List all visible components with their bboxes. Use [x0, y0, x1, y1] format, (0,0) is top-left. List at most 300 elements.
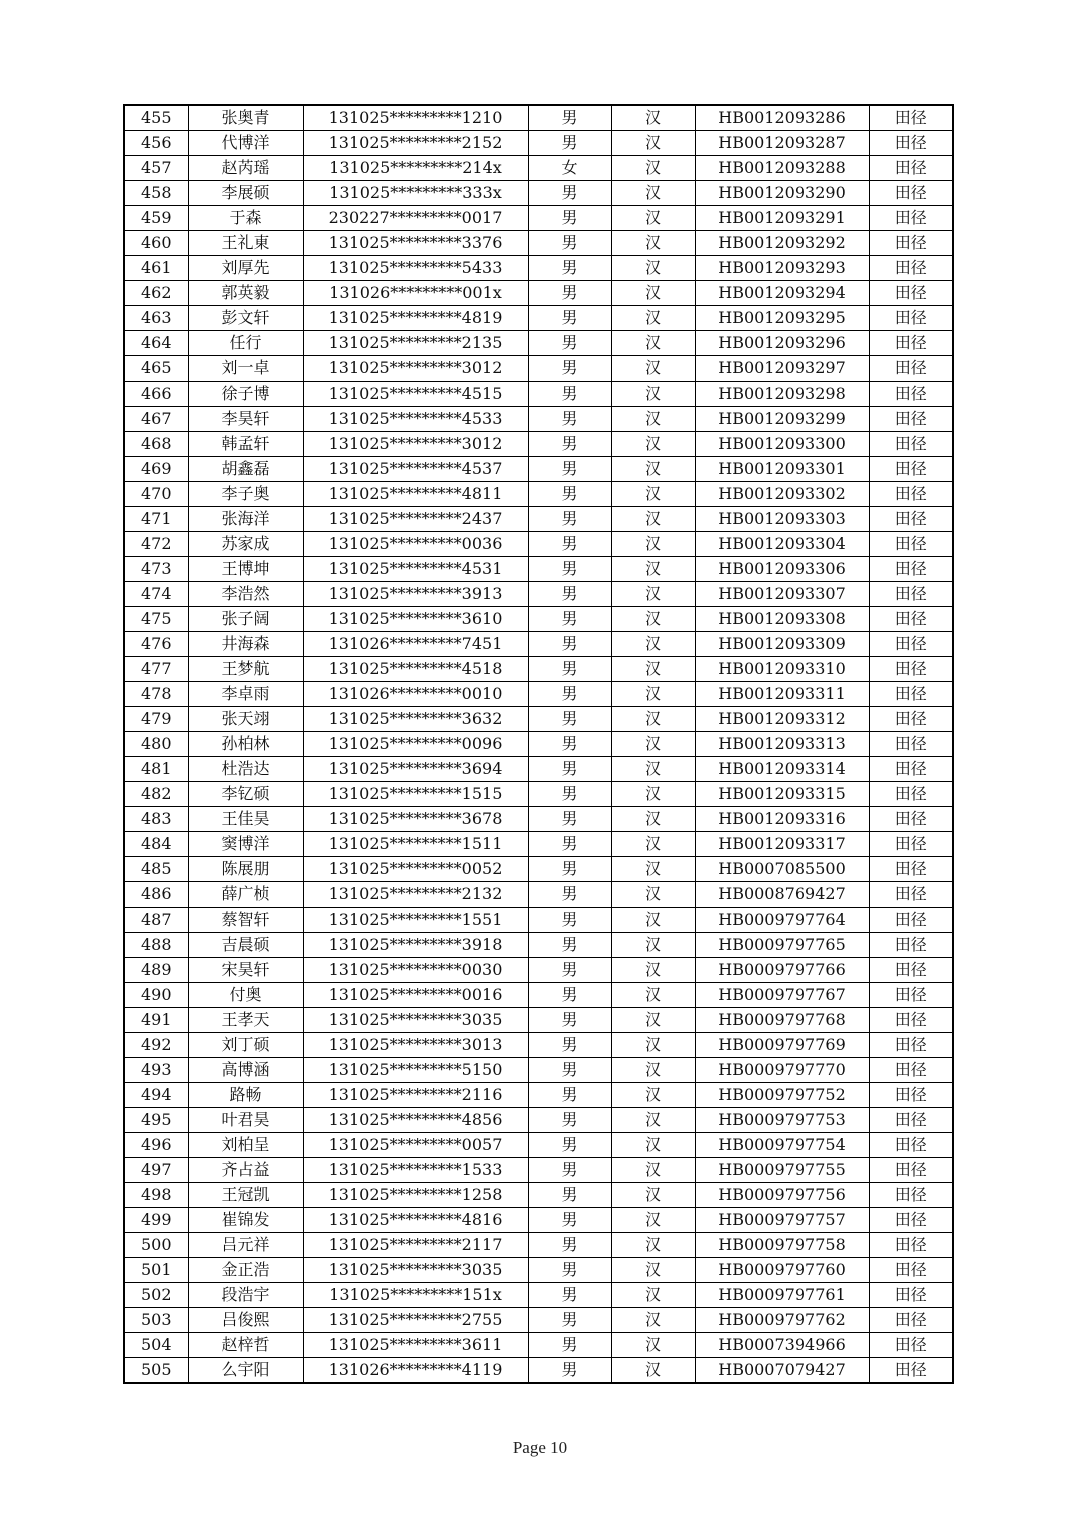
registration-number-cell: HB0012093299	[695, 406, 869, 431]
id-number-cell: 131025*********1551	[303, 907, 528, 932]
registration-number-cell: HB0012093303	[695, 506, 869, 531]
sport-cell: 田径	[869, 1333, 953, 1358]
ethnicity-cell: 汉	[611, 757, 695, 782]
gender-cell: 男	[528, 932, 611, 957]
name-cell: 崔锦发	[188, 1208, 303, 1233]
gender-cell: 男	[528, 757, 611, 782]
id-number-cell: 131025*********1515	[303, 782, 528, 807]
ethnicity-cell: 汉	[611, 1333, 695, 1358]
ethnicity-cell: 汉	[611, 982, 695, 1007]
row-number: 487	[124, 907, 188, 932]
registration-number-cell: HB0012093287	[695, 131, 869, 156]
registration-number-cell: HB0009797765	[695, 932, 869, 957]
id-number-cell: 131026*********001x	[303, 281, 528, 306]
row-number: 495	[124, 1107, 188, 1132]
row-number: 469	[124, 456, 188, 481]
gender-cell: 男	[528, 907, 611, 932]
id-number-cell: 131025*********4819	[303, 306, 528, 331]
sport-cell: 田径	[869, 1258, 953, 1283]
ethnicity-cell: 汉	[611, 556, 695, 581]
gender-cell: 男	[528, 1007, 611, 1032]
id-number-cell: 131025*********3013	[303, 1032, 528, 1057]
name-cell: 于森	[188, 206, 303, 231]
ethnicity-cell: 汉	[611, 581, 695, 606]
roster-body	[124, 105, 953, 1383]
gender-cell: 男	[528, 1157, 611, 1182]
ethnicity-cell: 汉	[611, 631, 695, 656]
registration-number-cell: HB0012093304	[695, 531, 869, 556]
table-row	[124, 732, 953, 757]
id-number-cell: 131025*********3035	[303, 1007, 528, 1032]
table-row	[124, 907, 953, 932]
registration-number-cell: HB0009797760	[695, 1258, 869, 1283]
id-number-cell: 131025*********3610	[303, 606, 528, 631]
gender-cell: 男	[528, 882, 611, 907]
row-number: 475	[124, 606, 188, 631]
gender-cell: 男	[528, 1183, 611, 1208]
id-number-cell: 131025*********1533	[303, 1157, 528, 1182]
gender-cell: 男	[528, 431, 611, 456]
name-cell: 付奥	[188, 982, 303, 1007]
sport-cell: 田径	[869, 757, 953, 782]
sport-cell: 田径	[869, 506, 953, 531]
row-number: 470	[124, 481, 188, 506]
row-number: 504	[124, 1333, 188, 1358]
row-number: 490	[124, 982, 188, 1007]
registration-number-cell: HB0012093313	[695, 732, 869, 757]
registration-number-cell: HB0009797761	[695, 1283, 869, 1308]
id-number-cell: 131025*********214x	[303, 156, 528, 181]
table-row	[124, 356, 953, 381]
table-row	[124, 306, 953, 331]
name-cell: 李卓雨	[188, 682, 303, 707]
row-number: 477	[124, 657, 188, 682]
ethnicity-cell: 汉	[611, 857, 695, 882]
registration-number-cell: HB0012093315	[695, 782, 869, 807]
row-number: 460	[124, 231, 188, 256]
id-number-cell: 131025*********3376	[303, 231, 528, 256]
ethnicity-cell: 汉	[611, 932, 695, 957]
id-number-cell: 131025*********5433	[303, 256, 528, 281]
row-number: 473	[124, 556, 188, 581]
name-cell: 刘一卓	[188, 356, 303, 381]
sport-cell: 田径	[869, 782, 953, 807]
ethnicity-cell: 汉	[611, 356, 695, 381]
table-row	[124, 832, 953, 857]
gender-cell: 男	[528, 1107, 611, 1132]
name-cell: 张子阔	[188, 606, 303, 631]
ethnicity-cell: 汉	[611, 707, 695, 732]
registration-number-cell: HB0009797755	[695, 1157, 869, 1182]
name-cell: 薛广桢	[188, 882, 303, 907]
row-number: 500	[124, 1233, 188, 1258]
registration-number-cell: HB0012093297	[695, 356, 869, 381]
row-number: 457	[124, 156, 188, 181]
id-number-cell: 131025*********0036	[303, 531, 528, 556]
table-row	[124, 882, 953, 907]
registration-number-cell: HB0012093301	[695, 456, 869, 481]
ethnicity-cell: 汉	[611, 156, 695, 181]
registration-number-cell: HB0012093316	[695, 807, 869, 832]
gender-cell: 男	[528, 381, 611, 406]
table-row	[124, 657, 953, 682]
gender-cell: 男	[528, 707, 611, 732]
id-number-cell: 131025*********3913	[303, 581, 528, 606]
name-cell: 李昊轩	[188, 406, 303, 431]
table-row	[124, 1157, 953, 1182]
name-cell: 吕元祥	[188, 1233, 303, 1258]
row-number: 485	[124, 857, 188, 882]
registration-number-cell: HB0009797764	[695, 907, 869, 932]
ethnicity-cell: 汉	[611, 782, 695, 807]
id-number-cell: 131025*********3694	[303, 757, 528, 782]
id-number-cell: 131025*********3611	[303, 1333, 528, 1358]
registration-number-cell: HB0012093288	[695, 156, 869, 181]
gender-cell: 男	[528, 631, 611, 656]
name-cell: 刘厚先	[188, 256, 303, 281]
row-number: 461	[124, 256, 188, 281]
name-cell: 段浩宇	[188, 1283, 303, 1308]
gender-cell: 男	[528, 657, 611, 682]
row-number: 476	[124, 631, 188, 656]
ethnicity-cell: 汉	[611, 131, 695, 156]
name-cell: 刘柏呈	[188, 1132, 303, 1157]
ethnicity-cell: 汉	[611, 657, 695, 682]
name-cell: 杜浩达	[188, 757, 303, 782]
table-row	[124, 1032, 953, 1057]
ethnicity-cell: 汉	[611, 206, 695, 231]
sport-cell: 田径	[869, 1358, 953, 1384]
ethnicity-cell: 汉	[611, 1032, 695, 1057]
row-number: 501	[124, 1258, 188, 1283]
table-row	[124, 506, 953, 531]
sport-cell: 田径	[869, 356, 953, 381]
registration-number-cell: HB0007079427	[695, 1358, 869, 1384]
id-number-cell: 131025*********4533	[303, 406, 528, 431]
ethnicity-cell: 汉	[611, 431, 695, 456]
gender-cell: 男	[528, 957, 611, 982]
id-number-cell: 131025*********2437	[303, 506, 528, 531]
registration-number-cell: HB0009797766	[695, 957, 869, 982]
table-row	[124, 531, 953, 556]
table-row	[124, 1358, 953, 1384]
row-number: 474	[124, 581, 188, 606]
gender-cell: 男	[528, 1208, 611, 1233]
table-row	[124, 105, 953, 131]
ethnicity-cell: 汉	[611, 1283, 695, 1308]
name-cell: 王佳昊	[188, 807, 303, 832]
id-number-cell: 131025*********3012	[303, 431, 528, 456]
name-cell: 高博涵	[188, 1057, 303, 1082]
table-row	[124, 381, 953, 406]
registration-number-cell: HB0009797769	[695, 1032, 869, 1057]
sport-cell: 田径	[869, 556, 953, 581]
ethnicity-cell: 汉	[611, 1208, 695, 1233]
name-cell: 代博洋	[188, 131, 303, 156]
id-number-cell: 131025*********4531	[303, 556, 528, 581]
row-number: 458	[124, 181, 188, 206]
name-cell: 李子奥	[188, 481, 303, 506]
table-row	[124, 181, 953, 206]
registration-number-cell: HB0012093293	[695, 256, 869, 281]
registration-number-cell: HB0012093290	[695, 181, 869, 206]
name-cell: 王孝天	[188, 1007, 303, 1032]
ethnicity-cell: 汉	[611, 1107, 695, 1132]
table-row	[124, 807, 953, 832]
table-row	[124, 1132, 953, 1157]
ethnicity-cell: 汉	[611, 231, 695, 256]
row-number: 489	[124, 957, 188, 982]
ethnicity-cell: 汉	[611, 1308, 695, 1333]
sport-cell: 田径	[869, 882, 953, 907]
ethnicity-cell: 汉	[611, 907, 695, 932]
id-number-cell: 131025*********0052	[303, 857, 528, 882]
row-number: 472	[124, 531, 188, 556]
name-cell: 张天翊	[188, 707, 303, 732]
id-number-cell: 131025*********5150	[303, 1057, 528, 1082]
name-cell: 吉晨硕	[188, 932, 303, 957]
registration-number-cell: HB0012093306	[695, 556, 869, 581]
gender-cell: 男	[528, 406, 611, 431]
ethnicity-cell: 汉	[611, 832, 695, 857]
name-cell: 赵梓哲	[188, 1333, 303, 1358]
registration-number-cell: HB0009797756	[695, 1183, 869, 1208]
sport-cell: 田径	[869, 206, 953, 231]
row-number: 462	[124, 281, 188, 306]
gender-cell: 男	[528, 531, 611, 556]
gender-cell: 男	[528, 807, 611, 832]
sport-cell: 田径	[869, 281, 953, 306]
sport-cell: 田径	[869, 857, 953, 882]
sport-cell: 田径	[869, 606, 953, 631]
id-number-cell: 131025*********2152	[303, 131, 528, 156]
id-number-cell: 131025*********0057	[303, 1132, 528, 1157]
sport-cell: 田径	[869, 406, 953, 431]
registration-number-cell: HB0012093311	[695, 682, 869, 707]
name-cell: 井海森	[188, 631, 303, 656]
registration-number-cell: HB0012093291	[695, 206, 869, 231]
table-row	[124, 581, 953, 606]
registration-number-cell: HB0012093308	[695, 606, 869, 631]
table-row	[124, 1208, 953, 1233]
gender-cell: 男	[528, 1283, 611, 1308]
sport-cell: 田径	[869, 456, 953, 481]
ethnicity-cell: 汉	[611, 957, 695, 982]
registration-number-cell: HB0008769427	[695, 882, 869, 907]
sport-cell: 田径	[869, 1132, 953, 1157]
gender-cell: 男	[528, 556, 611, 581]
table-row	[124, 957, 953, 982]
table-row	[124, 707, 953, 732]
table-row	[124, 481, 953, 506]
id-number-cell: 131026*********0010	[303, 682, 528, 707]
name-cell: 彭文轩	[188, 306, 303, 331]
ethnicity-cell: 汉	[611, 481, 695, 506]
registration-number-cell: HB0009797762	[695, 1308, 869, 1333]
sport-cell: 田径	[869, 932, 953, 957]
ethnicity-cell: 汉	[611, 606, 695, 631]
name-cell: 李展硕	[188, 181, 303, 206]
registration-number-cell: HB0009797757	[695, 1208, 869, 1233]
registration-number-cell: HB0012093317	[695, 832, 869, 857]
row-number: 496	[124, 1132, 188, 1157]
name-cell: 王梦航	[188, 657, 303, 682]
row-number: 464	[124, 331, 188, 356]
table-row	[124, 1258, 953, 1283]
table-row	[124, 1308, 953, 1333]
gender-cell: 男	[528, 857, 611, 882]
registration-number-cell: HB0012093307	[695, 581, 869, 606]
table-row	[124, 281, 953, 306]
id-number-cell: 131025*********333x	[303, 181, 528, 206]
ethnicity-cell: 汉	[611, 506, 695, 531]
id-number-cell: 131025*********4856	[303, 1107, 528, 1132]
sport-cell: 田径	[869, 231, 953, 256]
id-number-cell: 131026*********4119	[303, 1358, 528, 1384]
gender-cell: 男	[528, 1057, 611, 1082]
name-cell: 王礼東	[188, 231, 303, 256]
name-cell: 王博坤	[188, 556, 303, 581]
row-number: 502	[124, 1283, 188, 1308]
name-cell: 路畅	[188, 1082, 303, 1107]
row-number: 481	[124, 757, 188, 782]
id-number-cell: 131025*********3035	[303, 1258, 528, 1283]
ethnicity-cell: 汉	[611, 1183, 695, 1208]
registration-number-cell: HB0012093295	[695, 306, 869, 331]
name-cell: 任行	[188, 331, 303, 356]
page-number: Page 10	[512, 1438, 568, 1457]
id-number-cell: 131025*********3678	[303, 807, 528, 832]
name-cell: 胡鑫磊	[188, 456, 303, 481]
ethnicity-cell: 汉	[611, 1057, 695, 1082]
table-row	[124, 206, 953, 231]
sport-cell: 田径	[869, 682, 953, 707]
sport-cell: 田径	[869, 631, 953, 656]
registration-number-cell: HB0012093310	[695, 657, 869, 682]
table-row	[124, 631, 953, 656]
table-row	[124, 1007, 953, 1032]
gender-cell: 男	[528, 206, 611, 231]
name-cell: 张海洋	[188, 506, 303, 531]
row-number: 456	[124, 131, 188, 156]
roster-table	[123, 104, 954, 1384]
registration-number-cell: HB0012093286	[695, 105, 869, 131]
sport-cell: 田径	[869, 732, 953, 757]
id-number-cell: 230227*********0017	[303, 206, 528, 231]
row-number: 478	[124, 682, 188, 707]
registration-number-cell: HB0007085500	[695, 857, 869, 882]
ethnicity-cell: 汉	[611, 807, 695, 832]
ethnicity-cell: 汉	[611, 882, 695, 907]
sport-cell: 田径	[869, 331, 953, 356]
row-number: 486	[124, 882, 188, 907]
name-cell: 宋昊轩	[188, 957, 303, 982]
table-row	[124, 682, 953, 707]
gender-cell: 男	[528, 231, 611, 256]
ethnicity-cell: 汉	[611, 381, 695, 406]
ethnicity-cell: 汉	[611, 331, 695, 356]
gender-cell: 男	[528, 256, 611, 281]
sport-cell: 田径	[869, 1208, 953, 1233]
ethnicity-cell: 汉	[611, 105, 695, 131]
sport-cell: 田径	[869, 105, 953, 131]
name-cell: 金正浩	[188, 1258, 303, 1283]
gender-cell: 男	[528, 456, 611, 481]
ethnicity-cell: 汉	[611, 1258, 695, 1283]
gender-cell: 男	[528, 181, 611, 206]
row-number: 497	[124, 1157, 188, 1182]
sport-cell: 田径	[869, 1007, 953, 1032]
sport-cell: 田径	[869, 431, 953, 456]
sport-cell: 田径	[869, 1233, 953, 1258]
gender-cell: 男	[528, 1032, 611, 1057]
id-number-cell: 131025*********0030	[303, 957, 528, 982]
name-cell: 王冠凯	[188, 1183, 303, 1208]
registration-number-cell: HB0012093314	[695, 757, 869, 782]
gender-cell: 男	[528, 732, 611, 757]
table-row	[124, 1107, 953, 1132]
table-row	[124, 156, 953, 181]
row-number: 455	[124, 105, 188, 131]
ethnicity-cell: 汉	[611, 306, 695, 331]
gender-cell: 男	[528, 832, 611, 857]
registration-number-cell: HB0009797753	[695, 1107, 869, 1132]
ethnicity-cell: 汉	[611, 406, 695, 431]
gender-cell: 男	[528, 1358, 611, 1384]
registration-number-cell: HB0009797770	[695, 1057, 869, 1082]
name-cell: 孙柏林	[188, 732, 303, 757]
id-number-cell: 131025*********1511	[303, 832, 528, 857]
id-number-cell: 131025*********2755	[303, 1308, 528, 1333]
name-cell: 赵芮瑶	[188, 156, 303, 181]
ethnicity-cell: 汉	[611, 1082, 695, 1107]
row-number: 498	[124, 1183, 188, 1208]
id-number-cell: 131025*********2135	[303, 331, 528, 356]
registration-number-cell: HB0012093302	[695, 481, 869, 506]
gender-cell: 男	[528, 506, 611, 531]
name-cell: 齐占益	[188, 1157, 303, 1182]
id-number-cell: 131026*********7451	[303, 631, 528, 656]
registration-number-cell: HB0012093300	[695, 431, 869, 456]
sport-cell: 田径	[869, 531, 953, 556]
registration-number-cell: HB0009797758	[695, 1233, 869, 1258]
id-number-cell: 131025*********1210	[303, 105, 528, 131]
ethnicity-cell: 汉	[611, 1007, 695, 1032]
sport-cell: 田径	[869, 657, 953, 682]
sport-cell: 田径	[869, 707, 953, 732]
registration-number-cell: HB0012093312	[695, 707, 869, 732]
registration-number-cell: HB0009797768	[695, 1007, 869, 1032]
name-cell: 韩孟轩	[188, 431, 303, 456]
ethnicity-cell: 汉	[611, 682, 695, 707]
gender-cell: 男	[528, 131, 611, 156]
registration-number-cell: HB0009797752	[695, 1082, 869, 1107]
table-row	[124, 782, 953, 807]
row-number: 463	[124, 306, 188, 331]
gender-cell: 男	[528, 481, 611, 506]
gender-cell: 男	[528, 1258, 611, 1283]
sport-cell: 田径	[869, 957, 953, 982]
id-number-cell: 131025*********4518	[303, 657, 528, 682]
name-cell: 李浩然	[188, 581, 303, 606]
id-number-cell: 131025*********2116	[303, 1082, 528, 1107]
name-cell: 徐子博	[188, 381, 303, 406]
id-number-cell: 131025*********4816	[303, 1208, 528, 1233]
gender-cell: 男	[528, 281, 611, 306]
name-cell: 陈展朋	[188, 857, 303, 882]
table-row	[124, 606, 953, 631]
id-number-cell: 131025*********3918	[303, 932, 528, 957]
